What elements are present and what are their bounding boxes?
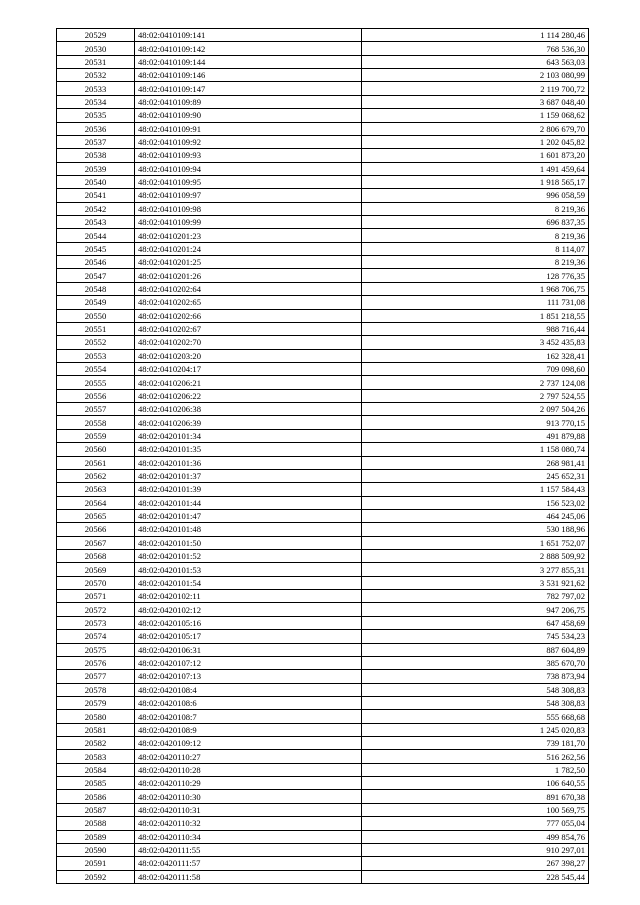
- row-number-cell: 20571: [57, 590, 135, 603]
- cadastral-number-cell: 48:02:0410109:141: [135, 29, 362, 42]
- cadastral-number-cell: 48:02:0420102:11: [135, 590, 362, 603]
- row-number-cell: 20553: [57, 349, 135, 362]
- row-number-cell: 20588: [57, 817, 135, 830]
- cadastral-number-cell: 48:02:0420101:36: [135, 456, 362, 469]
- table-row: [57, 202, 589, 215]
- value-cell: 8 219,36: [362, 256, 589, 269]
- value-cell: 988 716,44: [362, 322, 589, 335]
- cadastral-number-cell: 48:02:0420106:31: [135, 643, 362, 656]
- cadastral-number-cell: 48:02:0420110:30: [135, 790, 362, 803]
- row-number-cell: 20530: [57, 42, 135, 55]
- value-cell: 891 670,38: [362, 790, 589, 803]
- cadastral-number-cell: 48:02:0410109:95: [135, 175, 362, 188]
- table-row: [57, 95, 589, 108]
- row-number-cell: 20563: [57, 483, 135, 496]
- table-row: [57, 443, 589, 456]
- value-cell: 8 114,07: [362, 242, 589, 255]
- value-cell: 8 219,36: [362, 202, 589, 215]
- value-cell: 2 797 524,55: [362, 389, 589, 402]
- value-cell: 3 531 921,62: [362, 576, 589, 589]
- table-row: [57, 296, 589, 309]
- value-cell: 464 245,06: [362, 509, 589, 522]
- cadastral-number-cell: 48:02:0420101:44: [135, 496, 362, 509]
- value-cell: 3 277 855,31: [362, 563, 589, 576]
- table-row: [57, 175, 589, 188]
- cadastral-number-cell: 48:02:0410109:97: [135, 189, 362, 202]
- cadastral-number-cell: 48:02:0420111:57: [135, 857, 362, 870]
- table-row: [57, 870, 589, 883]
- row-number-cell: 20534: [57, 95, 135, 108]
- cadastral-number-cell: 48:02:0410203:20: [135, 349, 362, 362]
- cadastral-number-cell: 48:02:0410109:91: [135, 122, 362, 135]
- table-row: [57, 55, 589, 68]
- row-number-cell: 20578: [57, 683, 135, 696]
- value-cell: 2 888 509,92: [362, 550, 589, 563]
- cadastral-number-cell: 48:02:0420101:39: [135, 483, 362, 496]
- value-cell: 530 188,96: [362, 523, 589, 536]
- cadastral-number-cell: 48:02:0410202:70: [135, 336, 362, 349]
- value-cell: 2 806 679,70: [362, 122, 589, 135]
- value-cell: 782 797,02: [362, 590, 589, 603]
- cadastral-number-cell: 48:02:0420108:7: [135, 710, 362, 723]
- value-cell: 1 851 218,55: [362, 309, 589, 322]
- table-row: [57, 416, 589, 429]
- cadastral-number-cell: 48:02:0420108:4: [135, 683, 362, 696]
- table-row: [57, 803, 589, 816]
- value-cell: 1 601 873,20: [362, 149, 589, 162]
- row-number-cell: 20569: [57, 563, 135, 576]
- value-cell: 1 158 080,74: [362, 443, 589, 456]
- row-number-cell: 20555: [57, 376, 135, 389]
- table-row: [57, 656, 589, 669]
- value-cell: 1 918 565,17: [362, 175, 589, 188]
- cadastral-number-cell: 48:02:0420101:34: [135, 429, 362, 442]
- row-number-cell: 20567: [57, 536, 135, 549]
- cadastral-number-cell: 48:02:0420101:47: [135, 509, 362, 522]
- table-row: [57, 683, 589, 696]
- cadastral-number-cell: 48:02:0410109:90: [135, 109, 362, 122]
- table-row: [57, 670, 589, 683]
- row-number-cell: 20590: [57, 843, 135, 856]
- cadastral-number-cell: 48:02:0410109:146: [135, 69, 362, 82]
- value-cell: 996 058,59: [362, 189, 589, 202]
- value-cell: 647 458,69: [362, 616, 589, 629]
- table-row: [57, 830, 589, 843]
- row-number-cell: 20549: [57, 296, 135, 309]
- cadastral-number-cell: 48:02:0420110:32: [135, 817, 362, 830]
- value-cell: 777 055,04: [362, 817, 589, 830]
- table-row: [57, 483, 589, 496]
- value-cell: 228 545,44: [362, 870, 589, 883]
- value-cell: 385 670,70: [362, 656, 589, 669]
- value-cell: 910 297,01: [362, 843, 589, 856]
- value-cell: 739 181,70: [362, 737, 589, 750]
- row-number-cell: 20581: [57, 723, 135, 736]
- value-cell: 768 536,30: [362, 42, 589, 55]
- row-number-cell: 20576: [57, 656, 135, 669]
- table-body: [57, 29, 589, 884]
- cadastral-number-cell: 48:02:0410109:89: [135, 95, 362, 108]
- value-cell: 745 534,23: [362, 630, 589, 643]
- row-number-cell: 20574: [57, 630, 135, 643]
- table-row: [57, 403, 589, 416]
- table-row: [57, 69, 589, 82]
- value-cell: 516 262,56: [362, 750, 589, 763]
- row-number-cell: 20533: [57, 82, 135, 95]
- table-row: [57, 109, 589, 122]
- table-row: [57, 710, 589, 723]
- cadastral-number-cell: 48:02:0410204:17: [135, 362, 362, 375]
- value-cell: 245 652,31: [362, 469, 589, 482]
- value-cell: 267 398,27: [362, 857, 589, 870]
- table-row: [57, 603, 589, 616]
- value-cell: 738 873,94: [362, 670, 589, 683]
- table-row: [57, 216, 589, 229]
- value-cell: 156 523,02: [362, 496, 589, 509]
- cadastral-number-cell: 48:02:0420105:16: [135, 616, 362, 629]
- value-cell: 491 879,88: [362, 429, 589, 442]
- cadastral-number-cell: 48:02:0410206:22: [135, 389, 362, 402]
- value-cell: 555 668,68: [362, 710, 589, 723]
- table-row: [57, 456, 589, 469]
- row-number-cell: 20586: [57, 790, 135, 803]
- cadastral-number-cell: 48:02:0410202:66: [135, 309, 362, 322]
- table-row: [57, 536, 589, 549]
- value-cell: 696 837,35: [362, 216, 589, 229]
- row-number-cell: 20573: [57, 616, 135, 629]
- cadastral-number-cell: 48:02:0410201:25: [135, 256, 362, 269]
- table-row: [57, 777, 589, 790]
- row-number-cell: 20543: [57, 216, 135, 229]
- row-number-cell: 20579: [57, 696, 135, 709]
- cadastral-number-cell: 48:02:0410109:142: [135, 42, 362, 55]
- value-cell: 643 563,03: [362, 55, 589, 68]
- value-cell: 913 770,15: [362, 416, 589, 429]
- cadastral-number-cell: 48:02:0410201:26: [135, 269, 362, 282]
- row-number-cell: 20582: [57, 737, 135, 750]
- row-number-cell: 20542: [57, 202, 135, 215]
- row-number-cell: 20554: [57, 362, 135, 375]
- row-number-cell: 20540: [57, 175, 135, 188]
- row-number-cell: 20552: [57, 336, 135, 349]
- table-row: [57, 269, 589, 282]
- cadastral-number-cell: 48:02:0410202:67: [135, 322, 362, 335]
- table-row: [57, 790, 589, 803]
- table-row: [57, 469, 589, 482]
- table-row: [57, 857, 589, 870]
- table-row: [57, 162, 589, 175]
- cadastral-number-cell: 48:02:0410202:65: [135, 296, 362, 309]
- value-cell: 268 981,41: [362, 456, 589, 469]
- cadastral-value-table: [56, 28, 589, 884]
- table-row: [57, 590, 589, 603]
- row-number-cell: 20583: [57, 750, 135, 763]
- row-number-cell: 20566: [57, 523, 135, 536]
- cadastral-number-cell: 48:02:0420108:9: [135, 723, 362, 736]
- row-number-cell: 20562: [57, 469, 135, 482]
- row-number-cell: 20592: [57, 870, 135, 883]
- value-cell: 1 245 020,83: [362, 723, 589, 736]
- row-number-cell: 20591: [57, 857, 135, 870]
- value-cell: 1 782,50: [362, 763, 589, 776]
- table-row: [57, 843, 589, 856]
- table-row: [57, 42, 589, 55]
- table-row: [57, 336, 589, 349]
- value-cell: 111 731,08: [362, 296, 589, 309]
- table-row: [57, 550, 589, 563]
- table-row: [57, 149, 589, 162]
- cadastral-number-cell: 48:02:0420107:13: [135, 670, 362, 683]
- cadastral-number-cell: 48:02:0420101:48: [135, 523, 362, 536]
- row-number-cell: 20587: [57, 803, 135, 816]
- value-cell: 106 640,55: [362, 777, 589, 790]
- row-number-cell: 20541: [57, 189, 135, 202]
- value-cell: 2 119 700,72: [362, 82, 589, 95]
- cadastral-number-cell: 48:02:0420110:31: [135, 803, 362, 816]
- row-number-cell: 20580: [57, 710, 135, 723]
- cadastral-number-cell: 48:02:0420107:12: [135, 656, 362, 669]
- value-cell: 499 854,76: [362, 830, 589, 843]
- row-number-cell: 20538: [57, 149, 135, 162]
- cadastral-number-cell: 48:02:0410109:144: [135, 55, 362, 68]
- row-number-cell: 20568: [57, 550, 135, 563]
- row-number-cell: 20558: [57, 416, 135, 429]
- cadastral-number-cell: 48:02:0410206:39: [135, 416, 362, 429]
- value-cell: 1 491 459,64: [362, 162, 589, 175]
- cadastral-number-cell: 48:02:0420101:35: [135, 443, 362, 456]
- cadastral-number-cell: 48:02:0420102:12: [135, 603, 362, 616]
- row-number-cell: 20535: [57, 109, 135, 122]
- table-row: [57, 509, 589, 522]
- table-row: [57, 376, 589, 389]
- value-cell: 1 651 752,07: [362, 536, 589, 549]
- cadastral-number-cell: 48:02:0410109:147: [135, 82, 362, 95]
- table-row: [57, 523, 589, 536]
- cadastral-number-cell: 48:02:0420101:37: [135, 469, 362, 482]
- table-row: [57, 696, 589, 709]
- cadastral-number-cell: 48:02:0420111:55: [135, 843, 362, 856]
- cadastral-number-cell: 48:02:0410109:93: [135, 149, 362, 162]
- row-number-cell: 20537: [57, 135, 135, 148]
- value-cell: 947 206,75: [362, 603, 589, 616]
- table-row: [57, 750, 589, 763]
- row-number-cell: 20529: [57, 29, 135, 42]
- table-row: [57, 817, 589, 830]
- value-cell: 3 452 435,83: [362, 336, 589, 349]
- row-number-cell: 20564: [57, 496, 135, 509]
- cadastral-number-cell: 48:02:0410109:94: [135, 162, 362, 175]
- cadastral-number-cell: 48:02:0420110:28: [135, 763, 362, 776]
- value-cell: 2 103 080,99: [362, 69, 589, 82]
- row-number-cell: 20572: [57, 603, 135, 616]
- cadastral-number-cell: 48:02:0420110:29: [135, 777, 362, 790]
- table-row: [57, 389, 589, 402]
- table-row: [57, 723, 589, 736]
- value-cell: 2 737 124,08: [362, 376, 589, 389]
- row-number-cell: 20546: [57, 256, 135, 269]
- cadastral-number-cell: 48:02:0420105:17: [135, 630, 362, 643]
- table-row: [57, 349, 589, 362]
- value-cell: 548 308,83: [362, 683, 589, 696]
- row-number-cell: 20560: [57, 443, 135, 456]
- value-cell: 1 159 068,62: [362, 109, 589, 122]
- cadastral-number-cell: 48:02:0420109:12: [135, 737, 362, 750]
- table-row: [57, 616, 589, 629]
- table-row: [57, 429, 589, 442]
- row-number-cell: 20589: [57, 830, 135, 843]
- table-row: [57, 309, 589, 322]
- cadastral-number-cell: 48:02:0420101:50: [135, 536, 362, 549]
- row-number-cell: 20531: [57, 55, 135, 68]
- row-number-cell: 20550: [57, 309, 135, 322]
- row-number-cell: 20565: [57, 509, 135, 522]
- row-number-cell: 20545: [57, 242, 135, 255]
- row-number-cell: 20539: [57, 162, 135, 175]
- cadastral-number-cell: 48:02:0420101:52: [135, 550, 362, 563]
- row-number-cell: 20544: [57, 229, 135, 242]
- row-number-cell: 20536: [57, 122, 135, 135]
- cadastral-number-cell: 48:02:0410201:23: [135, 229, 362, 242]
- table-row: [57, 29, 589, 42]
- value-cell: 887 604,89: [362, 643, 589, 656]
- cadastral-number-cell: 48:02:0420111:58: [135, 870, 362, 883]
- table-row: [57, 737, 589, 750]
- table-row: [57, 256, 589, 269]
- value-cell: 2 097 504,26: [362, 403, 589, 416]
- cadastral-number-cell: 48:02:0420101:53: [135, 563, 362, 576]
- table-row: [57, 322, 589, 335]
- row-number-cell: 20575: [57, 643, 135, 656]
- table-row: [57, 362, 589, 375]
- table-row: [57, 242, 589, 255]
- cadastral-number-cell: 48:02:0410206:21: [135, 376, 362, 389]
- value-cell: 1 114 280,46: [362, 29, 589, 42]
- value-cell: 8 219,36: [362, 229, 589, 242]
- value-cell: 100 569,75: [362, 803, 589, 816]
- row-number-cell: 20559: [57, 429, 135, 442]
- table-row: [57, 496, 589, 509]
- table-row: [57, 630, 589, 643]
- table-row: [57, 135, 589, 148]
- value-cell: 162 328,41: [362, 349, 589, 362]
- cadastral-number-cell: 48:02:0410206:38: [135, 403, 362, 416]
- cadastral-number-cell: 48:02:0410109:99: [135, 216, 362, 229]
- value-cell: 1 157 584,43: [362, 483, 589, 496]
- value-cell: 128 776,35: [362, 269, 589, 282]
- row-number-cell: 20585: [57, 777, 135, 790]
- table-row: [57, 229, 589, 242]
- row-number-cell: 20548: [57, 282, 135, 295]
- cadastral-number-cell: 48:02:0410202:64: [135, 282, 362, 295]
- value-cell: 3 687 048,40: [362, 95, 589, 108]
- cadastral-number-cell: 48:02:0420110:34: [135, 830, 362, 843]
- cadastral-number-cell: 48:02:0420110:27: [135, 750, 362, 763]
- row-number-cell: 20584: [57, 763, 135, 776]
- table-row: [57, 282, 589, 295]
- table-row: [57, 576, 589, 589]
- table-row: [57, 122, 589, 135]
- value-cell: 548 308,83: [362, 696, 589, 709]
- table-row: [57, 563, 589, 576]
- cadastral-number-cell: 48:02:0420108:6: [135, 696, 362, 709]
- row-number-cell: 20532: [57, 69, 135, 82]
- table-row: [57, 763, 589, 776]
- row-number-cell: 20570: [57, 576, 135, 589]
- cadastral-number-cell: 48:02:0420101:54: [135, 576, 362, 589]
- table-row: [57, 643, 589, 656]
- table-row: [57, 189, 589, 202]
- row-number-cell: 20561: [57, 456, 135, 469]
- table-row: [57, 82, 589, 95]
- cadastral-number-cell: 48:02:0410109:98: [135, 202, 362, 215]
- cadastral-number-cell: 48:02:0410201:24: [135, 242, 362, 255]
- row-number-cell: 20577: [57, 670, 135, 683]
- row-number-cell: 20547: [57, 269, 135, 282]
- value-cell: 709 098,60: [362, 362, 589, 375]
- row-number-cell: 20556: [57, 389, 135, 402]
- cadastral-number-cell: 48:02:0410109:92: [135, 135, 362, 148]
- row-number-cell: 20551: [57, 322, 135, 335]
- row-number-cell: 20557: [57, 403, 135, 416]
- value-cell: 1 202 045,82: [362, 135, 589, 148]
- value-cell: 1 968 706,75: [362, 282, 589, 295]
